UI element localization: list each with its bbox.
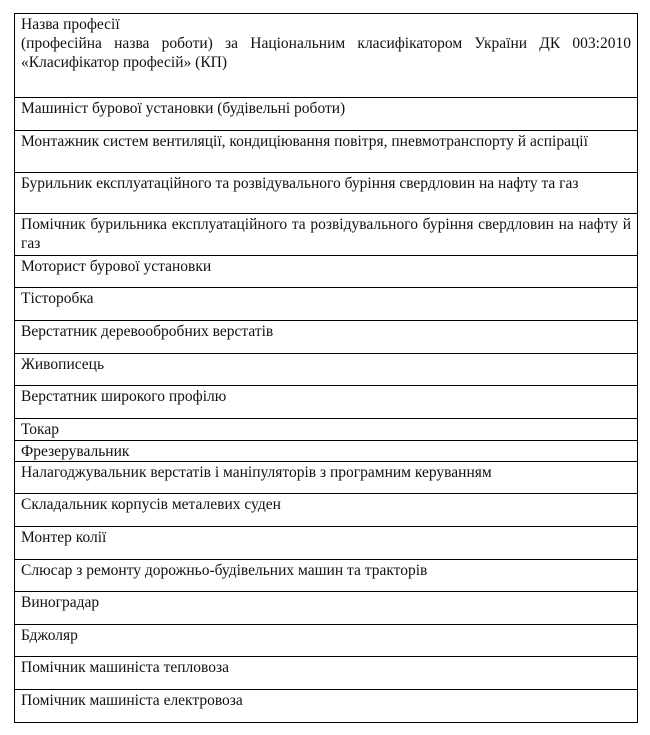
- table-header-cell: [15, 14, 638, 98]
- profession-cell: Токар: [15, 419, 638, 441]
- table-row: [15, 690, 638, 723]
- profession-cell: Машиніст бурової установки (будівельні роботи): [15, 98, 638, 131]
- profession-cell: Складальник корпусів металевих суден: [15, 494, 638, 527]
- header-title: Назва професії: [21, 16, 120, 33]
- profession-cell: Помічник машиніста тепловоза: [15, 657, 638, 690]
- table-row: [15, 592, 638, 625]
- table-row: [15, 173, 638, 214]
- table-header-row: [15, 14, 638, 98]
- table-row: [15, 462, 638, 494]
- profession-cell: Живописець: [15, 354, 638, 386]
- table-row: [15, 288, 638, 321]
- table-row: [15, 419, 638, 441]
- table-row: [15, 256, 638, 288]
- table-row: [15, 527, 638, 560]
- profession-cell: Верстатник деревообробних верстатів: [15, 321, 638, 354]
- table-row: [15, 98, 638, 131]
- profession-cell: Моторист бурової установки: [15, 256, 638, 288]
- profession-cell: Фрезерувальник: [15, 441, 638, 462]
- profession-cell: Верстатник широкого профілю: [15, 386, 638, 419]
- profession-cell: Монтажник систем вентиляції, кондиціювання повітря, пневмотранспорту й аспірації: [15, 131, 638, 173]
- table-row: [15, 625, 638, 657]
- table-row: [15, 441, 638, 462]
- profession-cell: Слюсар з ремонту дорожньо-будівельних машин та тракторів: [15, 560, 638, 592]
- profession-cell: Налагоджувальник верстатів і маніпуляторів з програмним керуванням: [15, 462, 638, 494]
- table-row: [15, 657, 638, 690]
- profession-cell: Бджоляр: [15, 625, 638, 657]
- profession-cell: Помічник машиніста електровоза: [15, 690, 638, 723]
- table-row: [15, 354, 638, 386]
- table-row: [15, 214, 638, 256]
- table-row: [15, 386, 638, 419]
- table-row: [15, 131, 638, 173]
- table-row: [15, 560, 638, 592]
- profession-cell: Виноградар: [15, 592, 638, 625]
- profession-cell: Бурильник експлуатаційного та розвідувального буріння свердловин на нафту та газ: [15, 173, 638, 214]
- profession-cell: Тісторобка: [15, 288, 638, 321]
- professions-table: [14, 13, 638, 723]
- header-description: (професійна назва роботи) за Національним класифікатором України ДК 003:2010 «Класифікатор професій» (КП): [21, 35, 631, 71]
- profession-cell: Помічник бурильника експлуатаційного та розвідувального буріння свердловин на нафту й газ: [15, 214, 638, 256]
- table-row: [15, 494, 638, 527]
- profession-cell: Монтер колії: [15, 527, 638, 560]
- table-row: [15, 321, 638, 354]
